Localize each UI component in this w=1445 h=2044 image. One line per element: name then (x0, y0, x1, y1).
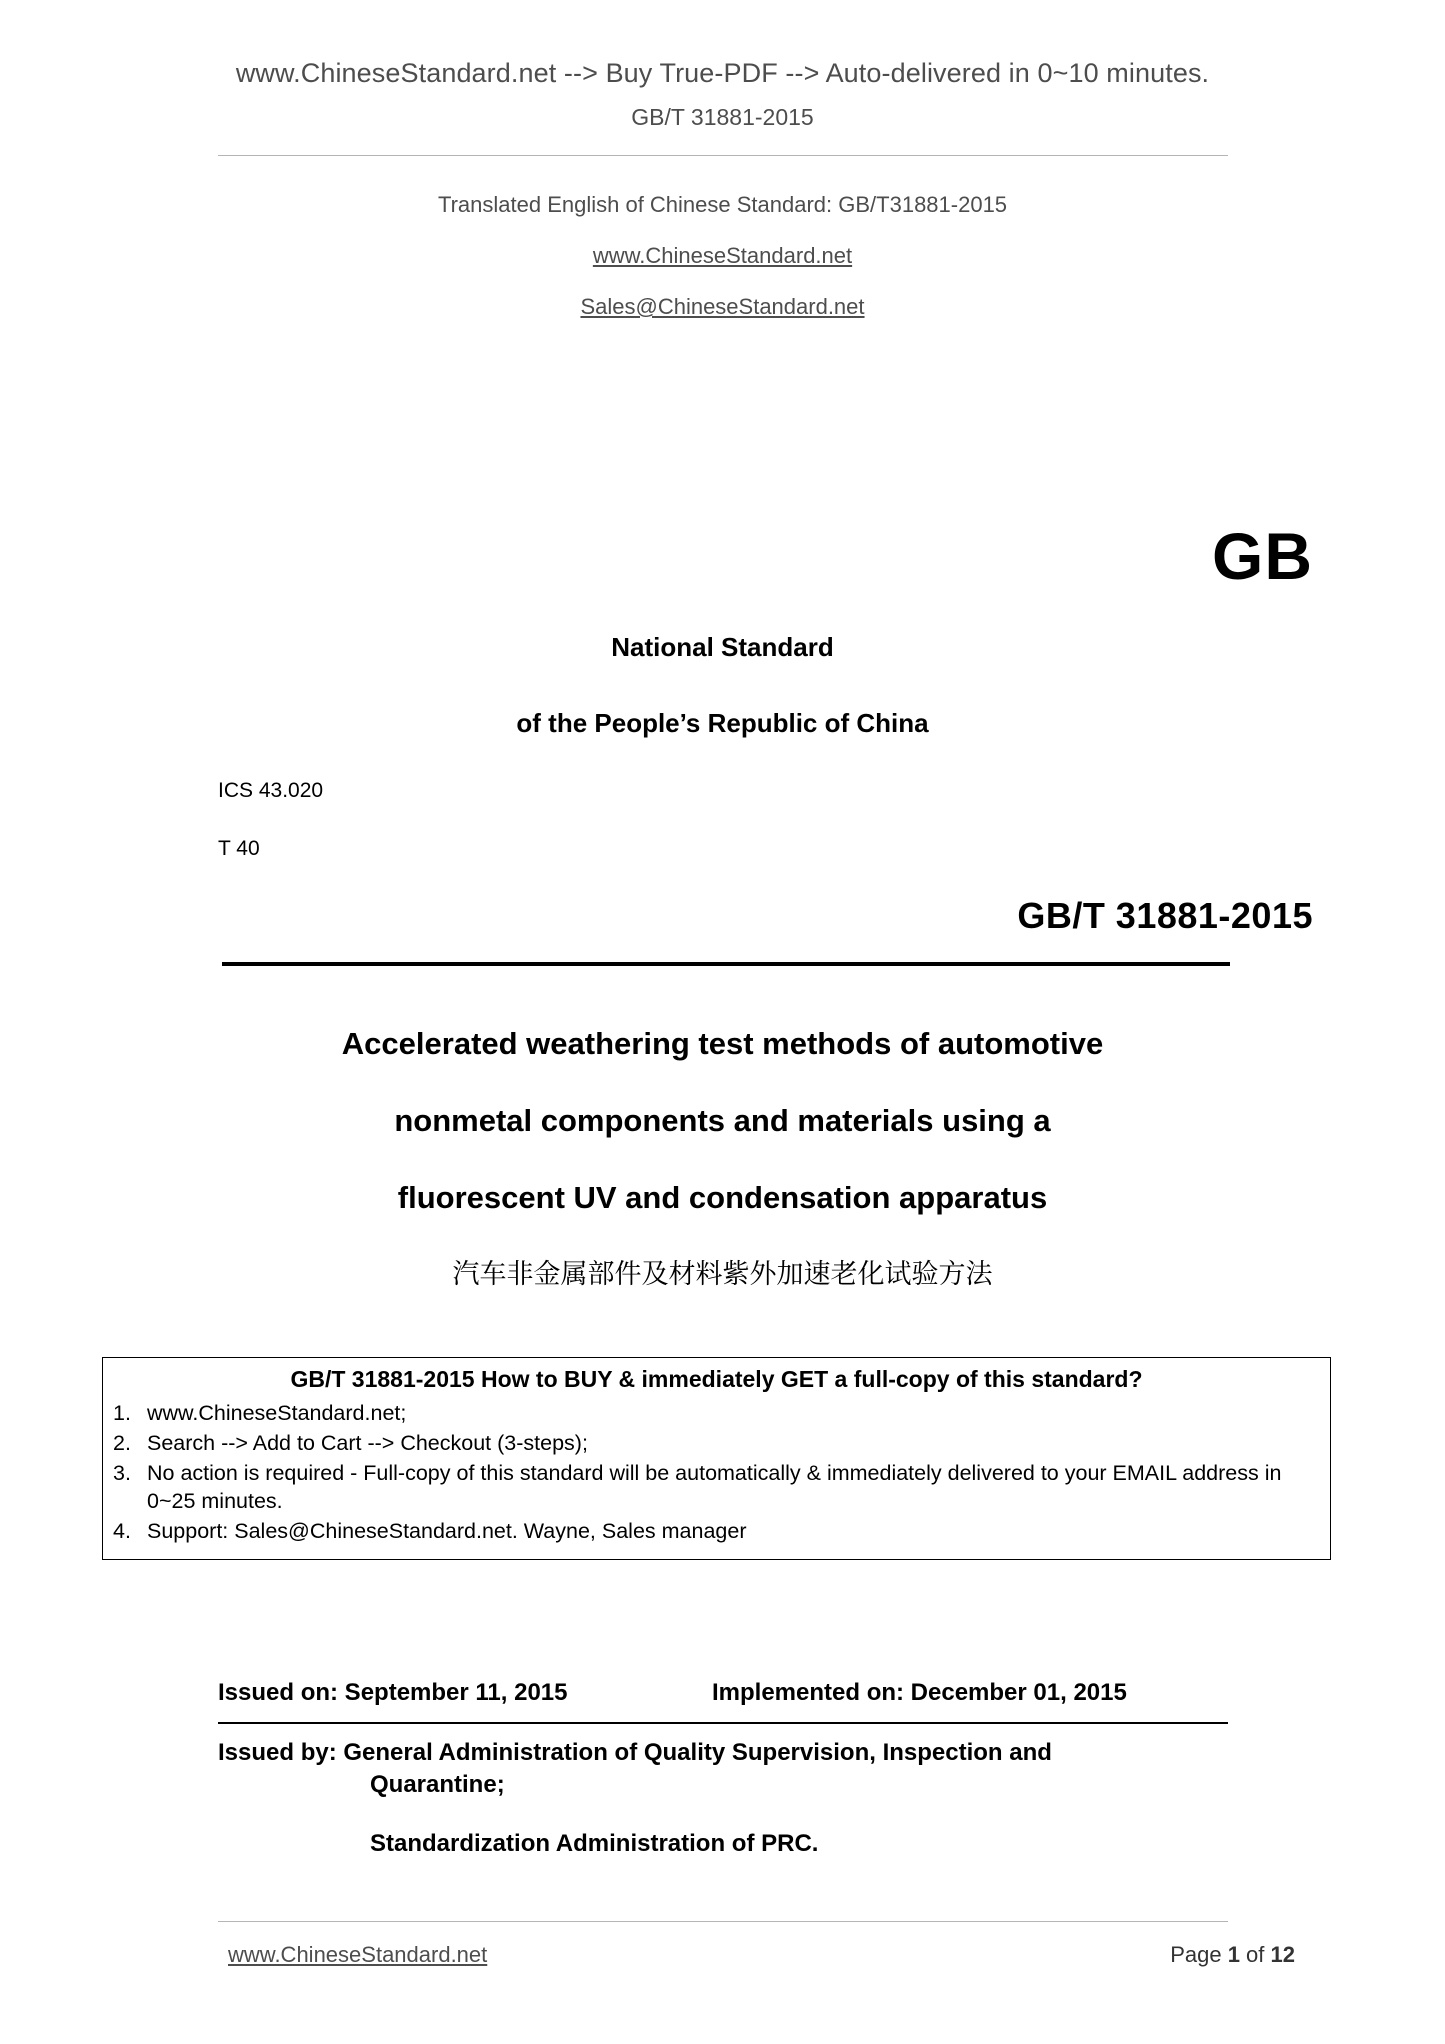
list-item-text: Support: Sales@ChineseStandard.net. Wayne, Sales manager (147, 1519, 747, 1544)
list-item-text: Search --> Add to Cart --> Checkout (3-steps); (147, 1430, 588, 1455)
list-item-number: 4. (113, 1519, 131, 1544)
header-standard-code: GB/T 31881-2015 (631, 104, 814, 130)
ics-code: ICS 43.020 (218, 779, 324, 802)
t-code: T 40 (218, 837, 260, 860)
list-item-number: 1. (113, 1401, 131, 1425)
gb-mark: GB (1212, 519, 1313, 593)
country-label: of the People’s Republic of China (516, 708, 929, 738)
list-item-number: 3. (113, 1460, 131, 1485)
how-to-buy-list (113, 1399, 1320, 1546)
list-item-text: www.ChineseStandard.net; (147, 1401, 407, 1425)
footer-divider (218, 1921, 1228, 1922)
title-english-line-1: Accelerated weathering test methods of automotive (341, 1026, 1104, 1061)
standard-number: GB/T 31881-2015 (1017, 895, 1313, 936)
list-item (113, 1399, 1320, 1428)
header-divider (218, 155, 1228, 156)
how-to-buy-box (102, 1357, 1331, 1560)
title-divider (222, 962, 1230, 966)
issued-on-date: Issued on: September 11, 2015 (218, 1679, 568, 1706)
standardization-administration-line: Standardization Administration of PRC. (370, 1830, 819, 1857)
how-to-buy-title: GB/T 31881-2015 How to BUY & immediately GET a full-copy of this standard? (290, 1366, 1143, 1392)
page-prefix: Page (1170, 1942, 1228, 1967)
list-item (113, 1517, 1320, 1546)
list-item (113, 1429, 1320, 1458)
issued-by-line-1: Issued by: General Administration of Quality Supervision, Inspection and (218, 1739, 1052, 1766)
page-mid: of (1239, 1942, 1271, 1967)
issued-by-block (218, 1737, 1228, 1801)
website-link-text: www.ChineseStandard.net (592, 243, 853, 268)
page-number (1170, 1942, 1295, 1968)
promo-header: www.ChineseStandard.net --> Buy True-PDF --> Auto-delivered in 0~10 minutes. (235, 58, 1210, 88)
title-chinese: 汽车非金属部件及材料紫外加速老化试验方法 (452, 1259, 993, 1290)
website-link[interactable] (0, 243, 1445, 269)
page-total: 12 (1270, 1942, 1295, 1967)
issue-divider (218, 1722, 1228, 1724)
national-standard-label: National Standard (611, 632, 834, 662)
list-item (113, 1459, 1320, 1517)
translated-title-line: Translated English of Chinese Standard: GB/T31881-2015 (437, 192, 1008, 217)
footer-website-link[interactable]: www.ChineseStandard.net (228, 1942, 488, 1967)
list-item-number: 2. (113, 1430, 131, 1455)
list-item-text: No action is required - Full-copy of this standard will be automatically & immediately delivered to your EMAIL address in 0~25 minutes. (147, 1460, 1282, 1514)
email-link[interactable] (0, 294, 1445, 320)
title-english-line-2: nonmetal components and materials using a (394, 1103, 1051, 1138)
title-english-line-3: fluorescent UV and condensation apparatus (397, 1180, 1048, 1215)
issued-by-line-2: Quarantine; (370, 1770, 505, 1798)
email-link-text: Sales@ChineseStandard.net (580, 294, 865, 319)
page-current: 1 (1227, 1942, 1240, 1967)
implemented-on-date: Implemented on: December 01, 2015 (712, 1679, 1127, 1706)
